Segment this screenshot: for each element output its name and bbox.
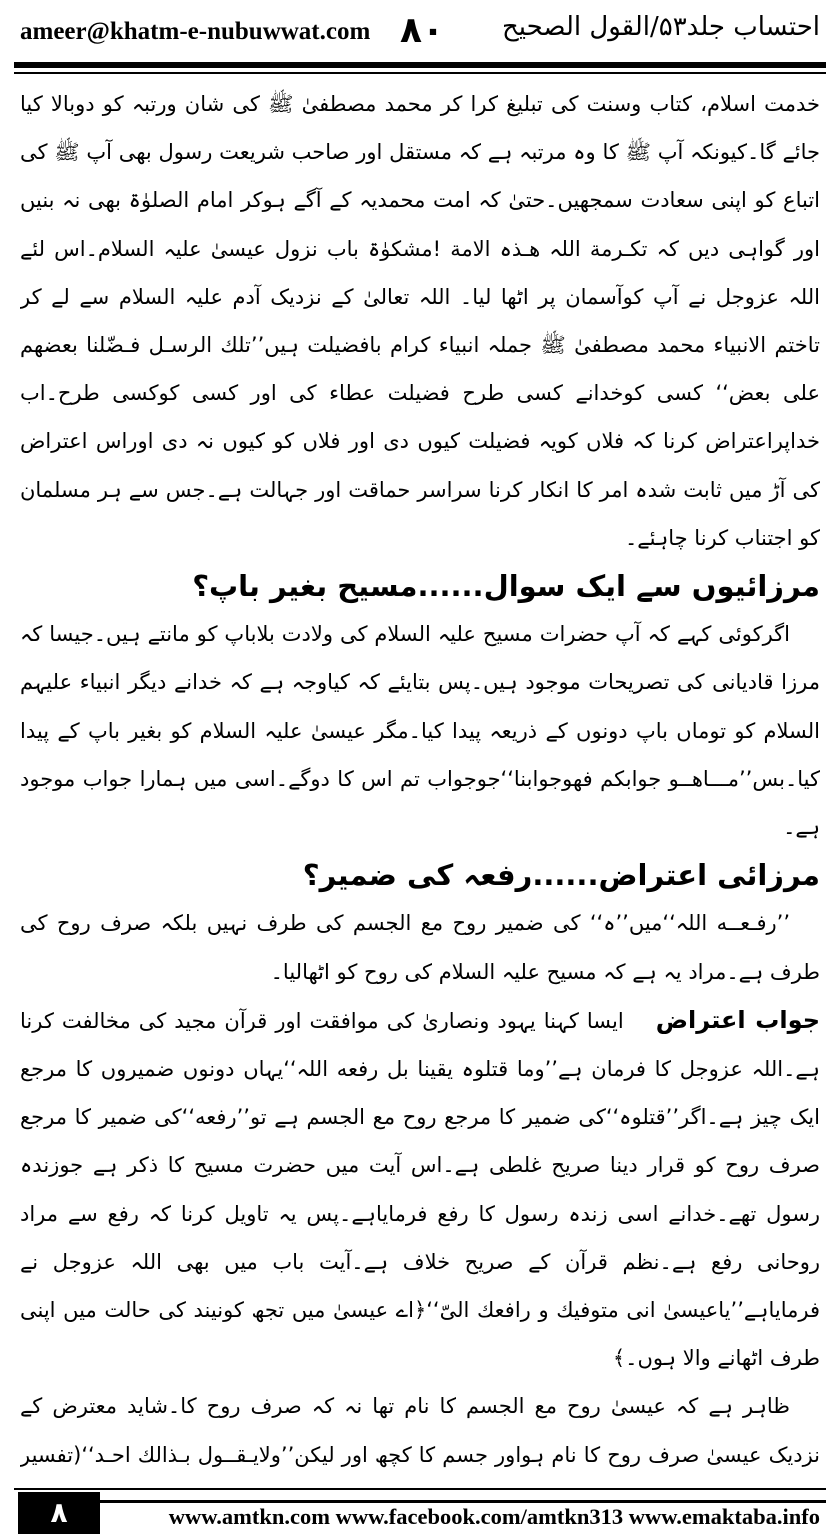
footer-page-number: ۸	[18, 1492, 100, 1534]
answer-paragraph	[20, 996, 820, 1383]
body-paragraph: اگرکوئی کہے کہ آپ حضرات مسیح علیہ السلام کی ولادت بلاباپ کو مانتے ہیں۔جیسا کہ مرزا قادیانی کی تصریحات موجود ہیں۔پس بتایئے کہ کیاوجہ ہے کہ خدانے دیگر انبیاء علیہم السلام کو توماں باپ دونوں کے ذریعہ پیدا کیا۔مگر عیسیٰ علیہ السلام کو بغیر باپ کے پیدا کیا۔بس’’مـــاهــو جوابکم فهوجوابنا‘‘جوجواب تم اس کا دوگے۔اسی میں ہمارا جواب موجود ہے۔	[20, 622, 820, 840]
header-running-title: احتساب جلد۵۳/القول الصحیح	[501, 12, 820, 42]
section-heading: مرزائیوں سے ایک سوال......مسیح بغیر باپ؟	[192, 569, 820, 604]
section-heading: مرزائی اعتراض......رفعہ کی ضمیر؟	[302, 858, 820, 893]
page-header	[14, 4, 826, 62]
header-page-number: ۸۰	[400, 10, 444, 51]
answer-label: جواب اعتراض	[655, 1005, 820, 1034]
footer-website-links: www.amtkn.com www.facebook.com/amtkn313 www.emaktaba.info	[168, 1504, 820, 1529]
footer-rule	[14, 1488, 826, 1490]
page-footer	[14, 1488, 826, 1536]
header-email: ameer@khatm-e-nubuwwat.com	[20, 18, 371, 45]
answer-text: ایسا کہنا یہود ونصاریٰ کی موافقت اور قرآن مجید کی مخالفت کرنا ہے۔اللہ عزوجل کا فرمان ہے’’وما قتلوہ یقینا بل رفعه اللہ‘‘یہاں دونوں ضمیروں کا مرجع ایک چیز ہے۔اگر’’قتلوہ‘‘کی ضمیر کا مرجع روح مع الجسم ہے تو’’رفعه‘‘کی ضمیر کا مرجع صرف روح کو قرار دینا صریح غلطی ہے۔اس آیت میں حضرت مسیح کا ذکر ہے جوزندہ رسول تھے۔خدانے اسی زندہ رسول کا رفع فرمایاہے۔پس یہ تاویل کرنا کہ رفع سے مراد روحانی رفع ہے۔نظم قرآن کے صریح خلاف ہے۔آیت باب میں بھی اللہ عزوجل نے فرمایاہے’’یاعیسیٰ انی متوفیك و رافعك الیّ‘‘﴿اے عیسیٰ میں تجھ کونیند کی حالت میں اپنی طرف اٹھانے والا ہوں۔﴾	[20, 1008, 820, 1371]
header-thin-rule	[14, 72, 826, 74]
body-paragraph: خدمت اسلام، کتاب وسنت کی تبلیغ کرا کر محمد مصطفیٰ ﷺ کی شان ورتبہ کو دوبالا کیا جائے گا۔کیونکہ آپ ﷺ کا وہ مرتبہ ہے کہ مستقل اور صاحب شریعت رسول بھی آپ ﷺ کی اتباع کو اپنی سعادت سمجھیں۔حتیٰ کہ امت محمدیہ کے آگے ہوکر امام الصلوٰۃ بھی نہ بنیں اور گواہی دیں کہ تکـرمة اللہ هـذہ الامة !مشکوٰۃ باب نزول عیسیٰ علیہ السلام۔اس لئے اللہ عزوجل نے آپ کوآسمان پر اٹھا لیا۔ اللہ تعالیٰ کے نزدیک آدم علیہ السلام سے لے کر تاختم الانبیاء محمد مصطفیٰ ﷺ جملہ انبیاء کرام بافضیلت ہیں’’تلك الرسـل فـضّلنا بعضهم علی بعض‘‘ کسی کوخدانے کسی طرح فضیلت عطاء کی اور کسی کوکسی طرح۔اب خداپراعتراض کرنا کہ فلاں کویہ فضیلت کیوں دی اور فلاں کو کیوں نہ دی اوراس اعتراض کی آڑ میں ثابت شدہ امر کا انکار کرنا سراسر حماقت اور جہالت ہے۔جس سے ہر مسلمان کو اجتناب کرنا چاہئے۔	[20, 92, 820, 550]
header-thick-rule	[14, 62, 826, 68]
body-paragraph: ’’رفـعــه اللہ‘‘میں’’ہ‘‘ کی ضمیر روح مع الجسم کی طرف نہیں بلکہ صرف روح کی طرف ہے۔مراد یہ ہے کہ مسیح علیہ السلام کی روح کو اٹھالیا۔	[20, 911, 820, 984]
body-paragraph: ظاہر ہے کہ عیسیٰ روح مع الجسم کا نام تھا نہ کہ صرف روح کا۔شاید معترض کے نزدیک عیسیٰ صرف روح کا نام ہواور جسم کا کچھ اور لیکن’’ولایـقــول بـذالك احـد‘‘(تفسیر	[20, 1394, 820, 1467]
page-body	[20, 80, 820, 1482]
